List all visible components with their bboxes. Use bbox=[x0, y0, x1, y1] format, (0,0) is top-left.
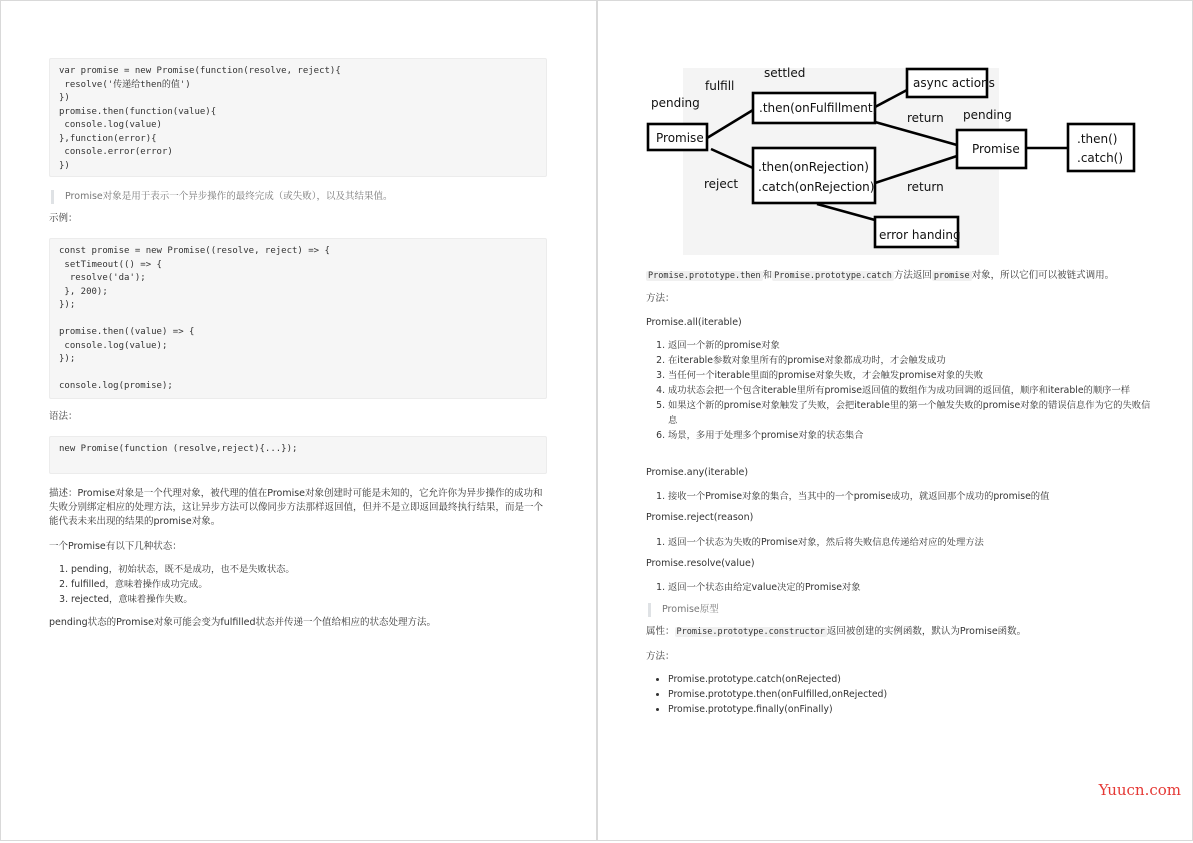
list-item: • Promise.prototype.then(onFulfilled,onRejected) bbox=[668, 687, 887, 702]
text-fragment: 方法返回 bbox=[893, 270, 932, 281]
list-item: 3. rejected，意味着操作失败。 bbox=[71, 592, 295, 607]
box bbox=[753, 148, 875, 203]
label-then-rejection: .then(onRejection) bbox=[758, 160, 869, 174]
label-pending-right: pending bbox=[963, 108, 1012, 122]
inline-code: Promise.prototype.catch bbox=[774, 271, 892, 281]
inline-code: promise bbox=[933, 271, 970, 281]
promise-any-title: Promise.any(iterable) bbox=[646, 467, 749, 478]
attribute-paragraph bbox=[646, 625, 1026, 639]
label-return-top: return bbox=[907, 111, 944, 125]
label-promise-right: Promise bbox=[972, 142, 1020, 156]
list-item: 2. 在iterable参数对象里所有的promise对象都成功时，才会触发成功 bbox=[668, 353, 1158, 368]
list-item: 2. fulfilled，意味着操作成功完成。 bbox=[71, 577, 295, 592]
text-fragment: 属性： bbox=[646, 626, 675, 637]
list-item: • Promise.prototype.finally(onFinally) bbox=[668, 702, 887, 717]
label-return-bottom: return bbox=[907, 180, 944, 194]
promise-all-title: Promise.all(iterable) bbox=[646, 317, 742, 328]
code-block-syntax: new Promise(function (resolve,reject){...}); bbox=[49, 436, 547, 474]
states-list bbox=[53, 562, 295, 607]
list-item: 1. 返回一个状态为失败的Promise对象，然后将失败信息传递给对应的处理方法 bbox=[668, 535, 984, 550]
list-item: 3. 当任何一个iterable里面的promise对象失败，才会触发promise对象的失败 bbox=[668, 368, 1158, 383]
inline-code: Promise.prototype.then bbox=[648, 271, 761, 281]
list-item: 1. 返回一个状态由给定value决定的Promise对象 bbox=[668, 580, 861, 595]
list-item: 6. 场景，多用于处理多个promise对象的状态集合 bbox=[668, 428, 1158, 443]
left-page bbox=[0, 0, 597, 841]
label-then-right: .then() bbox=[1077, 132, 1118, 146]
text-fragment: 对象，所以它们可以被链式调用。 bbox=[971, 270, 1115, 281]
promise-reject-title: Promise.reject(reason) bbox=[646, 512, 754, 523]
promise-all-list bbox=[650, 338, 1158, 443]
label-async-actions: async actions bbox=[913, 76, 995, 90]
prototype-methods-list bbox=[650, 672, 887, 717]
promise-resolve-list bbox=[650, 580, 861, 595]
chain-paragraph bbox=[646, 269, 1114, 283]
methods-label: 方法： bbox=[646, 293, 675, 304]
promise-reject-list bbox=[650, 535, 984, 550]
list-item: 1. 返回一个新的promise对象 bbox=[668, 338, 1158, 353]
syntax-label: 语法： bbox=[49, 411, 78, 422]
promise-state-diagram bbox=[639, 60, 1149, 255]
list-item: 1. 接收一个Promise对象的集合，当其中的一个promise成功，就返回那个成功的promise的值 bbox=[668, 489, 1049, 504]
list-item: 5. 如果这个新的promise对象触发了失败，会把iterable里的第一个触发失败的promise对象的错误信息作为它的失败信息 bbox=[668, 398, 1158, 428]
label-error-handing: error handing bbox=[879, 228, 961, 242]
prototype-quote: Promise原型 bbox=[648, 603, 719, 617]
label-pending-left: pending bbox=[651, 96, 700, 110]
states-label: 一个Promise有以下几种状态： bbox=[49, 541, 182, 552]
list-item: 4. 成功状态会把一个包含iterable里所有promise返回值的数组作为成功回调的返回值，顺序和iterable的顺序一样 bbox=[668, 383, 1158, 398]
text-fragment: 返回被创建的实例函数，默认为Promise函数。 bbox=[826, 626, 1027, 637]
description-paragraph: 描述：Promise对象是一个代理对象，被代理的值在Promise对象创建时可能是未知的，它允许你为异步操作的成功和失败分别绑定相应的处理方法，这让异步方法可以像同步方法那样返回值，但并不是立即返回最终执行结果，而是一个能代表未来出现的结果的promise对象。 bbox=[49, 488, 544, 527]
label-reject: reject bbox=[704, 177, 739, 191]
watermark: Yuucn.com bbox=[1098, 781, 1181, 799]
pending-note: pending状态的Promise对象可能会变为fulfilled状态并传递一个值给相应的状态处理方法。 bbox=[49, 617, 437, 628]
label-catch-right: .catch() bbox=[1077, 151, 1124, 165]
label-then-fulfillment: .then(onFulfillment) bbox=[759, 101, 878, 115]
text-fragment: 和 bbox=[762, 270, 773, 281]
list-item: • Promise.prototype.catch(onRejected) bbox=[668, 672, 887, 687]
definition-quote: Promise对象是用于表示一个异步操作的最终完成（或失败），以及其结果值。 bbox=[51, 190, 393, 204]
example-label: 示例： bbox=[49, 213, 78, 224]
label-fulfill: fulfill bbox=[705, 79, 735, 93]
promise-resolve-title: Promise.resolve(value) bbox=[646, 558, 755, 569]
code-block-promise-then: var promise = new Promise(function(resolve, reject){ resolve('传递给then的值') }) promise.then(function(value){ console.log(value) },function(error){ console.error(error) }) bbox=[49, 58, 547, 177]
code-block-example: const promise = new Promise((resolve, reject) => { setTimeout(() => { resolve('da'); }, 200); }); promise.then((value) => { console.log(value); }); console.log(promise); bbox=[49, 238, 547, 399]
list-item: 1. pending，初始状态，既不是成功，也不是失败状态。 bbox=[71, 562, 295, 577]
inline-code: Promise.prototype.constructor bbox=[676, 627, 825, 637]
promise-any-list bbox=[650, 489, 1049, 504]
label-promise-left: Promise bbox=[656, 131, 704, 145]
label-settled: settled bbox=[764, 66, 806, 80]
label-catch-rejection: .catch(onRejection) bbox=[758, 180, 875, 194]
methods-label-2: 方法： bbox=[646, 651, 675, 662]
